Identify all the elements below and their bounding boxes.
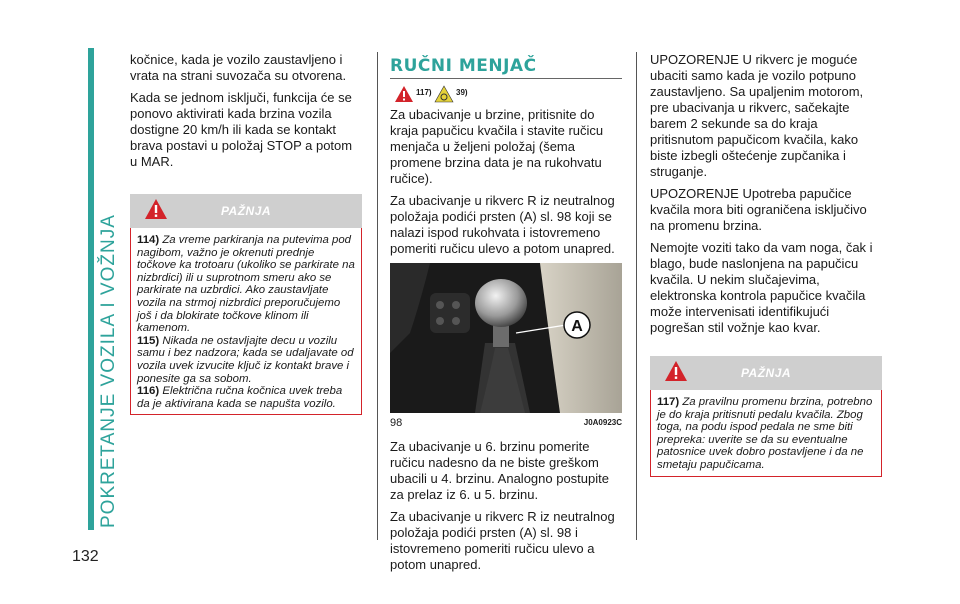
figure-callout-label: A	[571, 318, 583, 335]
warning-box	[650, 390, 882, 477]
figure-number: 98	[390, 417, 403, 429]
warning-item	[137, 385, 355, 410]
warning-text: Za vreme parkiranja na putevima pod nagibom, važno je okrenuti prednje točkove ka trotoaru (ukoliko se parkirate na nizbrdici) ili u suprotnom smeru ako se parkirate na uzbrdici. Ako zaustavljate vozila na strmoj nizbrdici preporučujemo još i da blokirate točkove klinom ili kamenom.	[137, 234, 355, 335]
warning-box	[130, 228, 362, 415]
figure-code: J0A0923C	[583, 418, 622, 427]
warning-label: PAŽNJA	[740, 366, 792, 380]
warning-header	[650, 356, 882, 390]
paragraph: UPOZORENJE Upotreba papučice kvačila mora biti ograničena isključivo na promenu brzina.	[650, 186, 867, 233]
warning-item	[137, 234, 355, 335]
gear-lever-figure	[390, 263, 622, 413]
warning-label: PAŽNJA	[220, 204, 272, 218]
warning-text: Nikada ne ostavljajte decu u vozilu samu i bez nadzora; kada se udaljavate od vozila uvek izvucite ključ iz kontakt brave i ponesite ga sa sobom.	[137, 334, 354, 385]
column-middle	[390, 52, 622, 579]
column-divider-1	[377, 52, 378, 540]
gear-lever-illustration	[390, 263, 622, 413]
column-right	[650, 52, 882, 477]
paragraph: Za ubacivanje u rikverc R iz neutralnog položaja podići prsten (A) sl. 98 koji se nalazi ispod rukohvata i istovremeno pomeriti ručicu ulevo a potom unapred.	[390, 193, 615, 256]
warning-icon	[394, 85, 414, 103]
paragraph: Kada se jednom isključi, funkcija će se ponovo aktivirati kada brzina vozila dostigne 20 km/h ili kada se kontakt brava postavi u položaj STOP a potom u MAR.	[130, 90, 353, 169]
sidebar-accent-line	[88, 48, 94, 530]
warning-header	[130, 194, 362, 228]
chapter-title: POKRETANJE VOZILA I VOŽNJA	[98, 214, 119, 528]
warning-number: 117)	[657, 396, 680, 408]
caution-reference: 39)	[456, 88, 468, 97]
paragraph: Za ubacivanje u brzine, pritisnite do kraja papučicu kvačila i stavite ručicu menjača u željeni položaj (šema promene brzina data je na rukohvatu ručice).	[390, 107, 604, 186]
column-divider-2	[636, 52, 637, 540]
warning-item	[657, 396, 875, 472]
reference-row	[390, 85, 622, 107]
title-rule	[390, 78, 622, 79]
warning-number: 114)	[137, 234, 160, 246]
warning-reference: 117)	[416, 88, 432, 97]
warning-item	[137, 335, 355, 385]
page-number: 132	[72, 548, 99, 565]
paragraph: Nemojte voziti tako da vam noga, čak i blago, bude naslonjena na papučicu kvačila. U nekim slučajevima, elektronska kontrola papučice kvačila može intervenisati identifikujući pogrešan stil vožnje kao kvar.	[650, 240, 873, 335]
warning-number: 116)	[137, 385, 160, 398]
warning-text: Električna ručna kočnica uvek treba da je aktivirana kada se napušta vozilo.	[137, 385, 343, 410]
paragraph: Za ubacivanje u 6. brzinu pomerite ručicu nadesno da ne biste greškom ubacili u 4. brzinu. Analogno postupite za prelaz iz 6. u 5. brzinu.	[390, 439, 609, 502]
figure-caption	[390, 415, 622, 431]
warning-number: 115)	[137, 334, 160, 347]
column-left	[130, 52, 362, 415]
warning-text: Za pravilnu promenu brzina, potrebno je do kraja pritisnuti pedalu kvačila. Zbog toga, na podu ispod pedala ne sme biti prepreka: uverite se da su eventualne patosnice uvek dobro postavljene i da ne smetaju papučicama.	[657, 396, 873, 471]
paragraph: UPOZORENJE U rikverc je moguće ubaciti samo kada je vozilo potpuno zaustavljeno. Sa upaljenim motorom, pre ubacivanja u rikverc, sačekajte barem 2 sekunde sa do kraja pritisnutom papučicom kvačila, kako biste izbegli oštećenje zupčanika i struganje.	[650, 52, 864, 179]
section-title: RUČNI MENJAČ	[390, 56, 537, 76]
paragraph: Za ubacivanje u rikverc R iz neutralnog položaja podići prsten (A) sl. 98 i istovremeno pomeriti ručicu ulevo a potom unapred.	[390, 509, 615, 572]
caution-icon	[434, 85, 454, 103]
paragraph: kočnice, kada je vozilo zaustavljeno i vrata na strani suvozača su otvorena.	[130, 52, 347, 83]
